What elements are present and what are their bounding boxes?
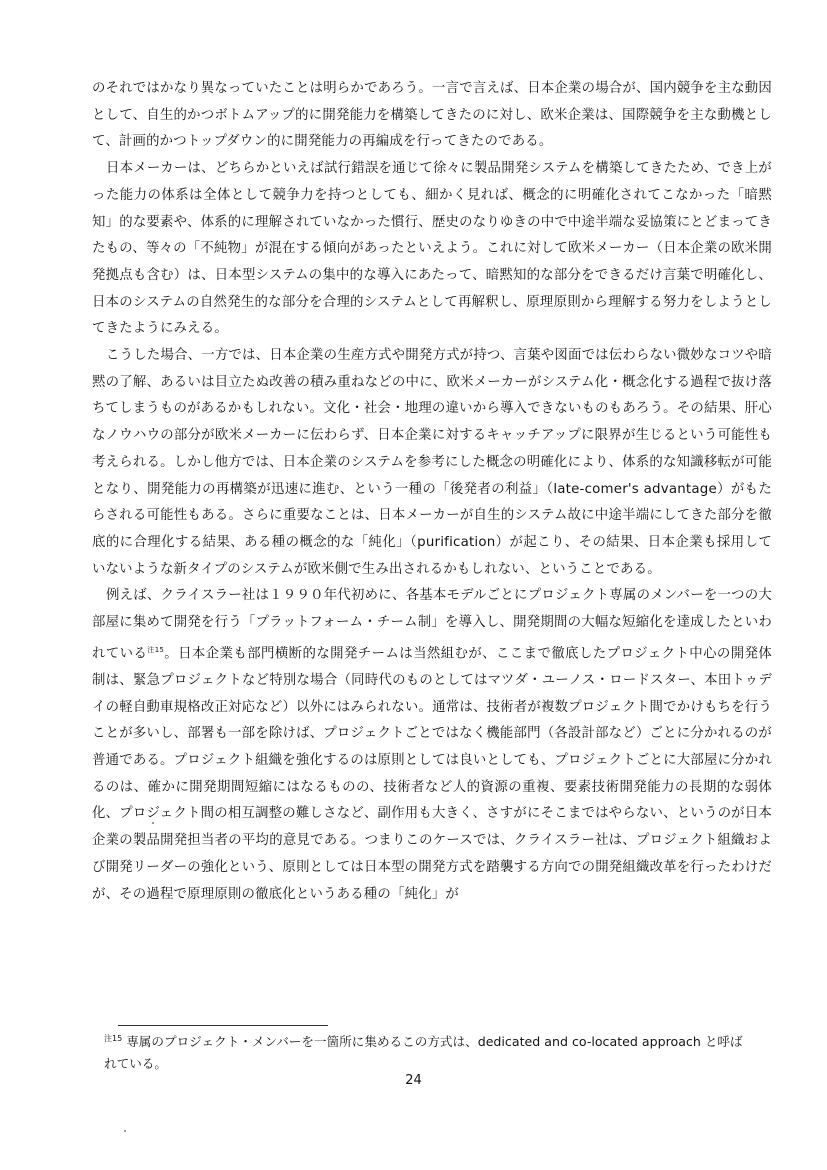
paragraph-4 (92, 583, 772, 908)
footnote-divider (118, 1025, 328, 1026)
paragraph-4-part-2: 。日本企業も部門横断的な開発チームは当然組むが、ここまで徹底したプロジェクト中心の開発体制は、緊急プロジェクトなど特別な場合（同時代のものとしてはマツダ・ユーノス・ロードスター、本田トゥデイの軽自動車規格改正対応など）以外にはみられない。通常は、技術者が複数プロジェクト間でかけもちを行うことが多いし、部署も一部を除けば、プロジェクトごとではなく機能部門（各設計部など）ごとに分かれるのが普通である。プロジェクト組織を強化するのは原則としては良いとしても、プロジェクトごとに大部屋に分かれるのは、確かに開発期間短縮にはなるものの、技術者など人的資源の重複、要素技術開発能力の長期的な弱体化、プロジェクト間の相互調整の難しさなど、副作用も大きく、さすがにそこまではやらない、というのが日本企業の製品開発担当者の平均的意見である。つまりこのケースでは、クライスラー社は、プロジェクト組織および開発リーダーの強化という、原則としては日本型の開発方式を踏襲する方向での開発組織改革を行ったわけだが、その過程で原理原則の徹底化というある種の「純化」が (92, 646, 772, 902)
footnote-text: 専属のプロジェクト・メンバーを一箇所に集めるこの方式は、dedicated and co-located approach と呼ばれている。 (104, 1034, 743, 1072)
scan-speck (124, 1130, 126, 1132)
page-number: 24 (405, 1073, 422, 1088)
footnote-reference: 注15 (147, 645, 165, 654)
document-page (92, 76, 772, 908)
footnote-mark: 注15 (104, 1034, 123, 1043)
scan-speck (152, 822, 154, 824)
paragraph-3: こうした場合、一方では、日本企業の生産方式や開発方式が持つ、言葉や図面では伝わらない微妙なコツや暗黙の了解、あるいは目立たぬ改善の積み重ねなどの中に、欧米メーカーがシステム化・概念化する過程で抜け落ちてしまうものがあるかもしれない。文化・社会・地理の違いから導入できないものもあろう。その結果、肝心なノウハウの部分が欧米メーカーに伝わらず、日本企業に対するキャッチアップに限界が生じるという可能性も考えられる。しかし他方では、日本企業のシステムを参考にした概念の明確化により、体系的な知識移転が可能となり、開発能力の再構築が迅速に進む、という一種の「後発者の利益」（late-comer's advantage）がもたらされる可能性もある。さらに重要なことは、日本メーカーが自生的システム故に中途半端にしてきた部分を徹底的に合理化する結果、ある種の概念的な「純化」（purification）が起こり、その結果、日本企業も採用していないような新タイプのシステムが欧米側で生み出されるかもしれない、ということである。 (92, 348, 772, 577)
paragraph-2: 日本メーカーは、どちらかといえば試行錯誤を通じて徐々に製品開発システムを構築してきたため、でき上がった能力の体系は全体として競争力を持つとしても、細かく見れば、概念的に明確化されてこなかった「暗黙知」的な要素や、体系的に理解されていなかった慣行、歴史のなりゆきの中で中途半端な妥協策にとどまってきたもの、等々の「不純物」が混在する傾向があったといえよう。これに対して欧米メーカー（日本企業の欧米開発拠点も含む）は、日本型システムの集中的な導入にあたって、暗黙知的な部分をできるだけ言葉で明確化し、日本のシステムの自然発生的な部分を合理的システムとして再解釈し、原理原則から理解する努力をしようとしてきたようにみえる。 (92, 161, 772, 337)
paragraph-4-part-1: 例えば、クライスラー社は１９９０年代初めに、各基本モデルごとにプロジェクト専属のメンバーを一つの大部屋に集めて開発を行う「プラットフォーム・チーム制」を導入し、開発期間の大幅な短縮化を達成したといわれている (92, 588, 772, 662)
footnote (104, 1028, 744, 1075)
paragraph-1: のそれではかなり異なっていたことは明らかであろう。一言で言えば、日本企業の場合が、国内競争を主な動因として、自生的かつボトムアップ的に開発能力を構築してきたのに対し、欧米企業は、国際競争を主な動機として、計画的かつトップダウン的に開発能力の再編成を行ってきたのである。 (92, 81, 772, 150)
